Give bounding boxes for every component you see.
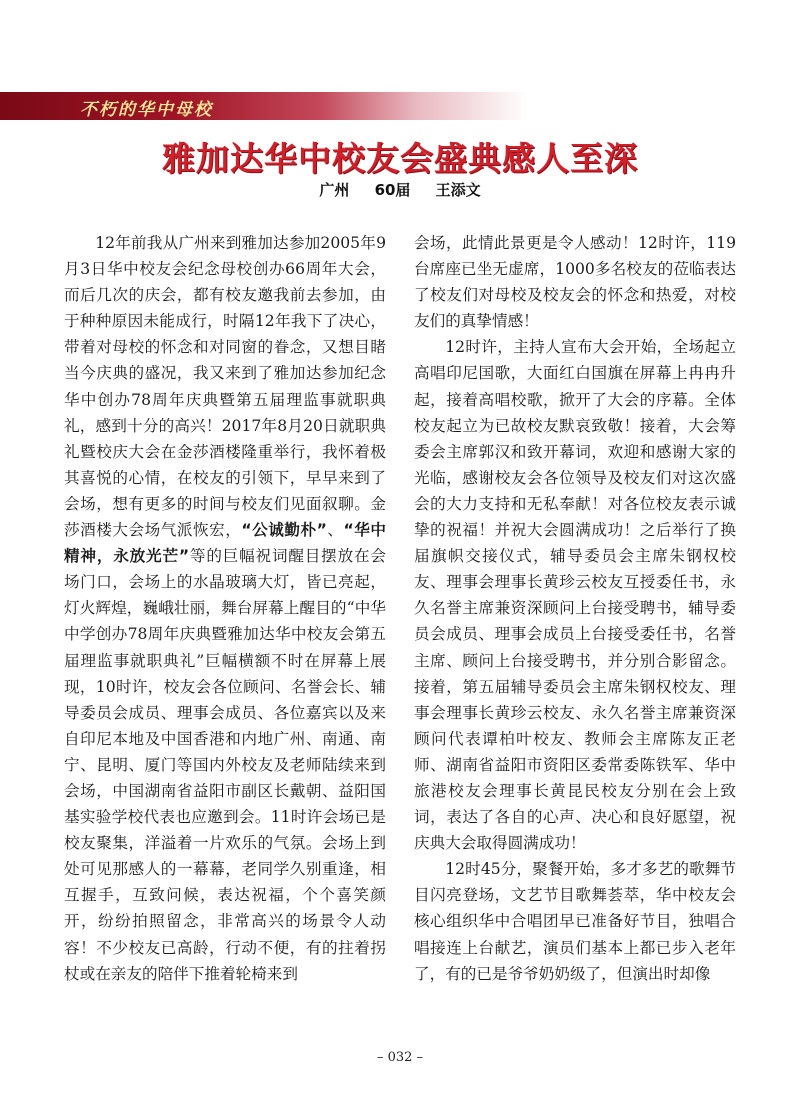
body-column-right [414,230,736,1020]
paragraph: 12时许，主持人宣布大会开始，全场起立高唱印尼国歌，大面红白国旗在屏幕上冉冉升起，接着高唱校歌，掀开了大会的序幕。全体校友起立为已故校友默哀致敬！接着，大会筹委会主席郭汉和致开幕词，欢迎和感谢大家的光临，感谢校友会各位领导及校友们对这次盛会的大力支持和无私奉献！对各位校友表示诚挚的祝福！并祝大会圆满成功！之后举行了换届旗帜交接仪式，辅导委员会主席朱钢权校友、理事会理事长黄珍云校友互授委任书，永久名誉主席兼资深顾问上台接受聘书，辅导委员会成员、理事会成员上台接受委任书，名誉主席、顾问上台接受聘书，并分别合影留念。接着，第五届辅导委员会主席朱钢权校友、理事会理事长黄珍云校友、永久名誉主席兼资深顾问代表谭柏叶校友、教师会主席陈友正老师、湖南省益阳市资阳区委常委陈铁军、华中旅港校友会理事长黄昆民校友分别在会上致词，表达了各自的心声、决心和良好愿望，祝庆典大会取得圆满成功！ [414,338,736,853]
paragraph-text: 12年前我从广州来到雅加达参加2005年9月3日华中校友会纪念母校创办66周年大会，而后几次的庆会，都有校友邀我前去参加，由于种种原因未能成行，时隔12年我下了决心，带着对母校的怀念和对同窗的眷念，又想目睹当今庆典的盛况，我又来到了雅加达参加纪念华中创办78周年庆典暨第五届理监事就职典礼，感到十分的高兴！2017年8月20日就职典礼暨校庆大会在金莎酒楼隆重举行，我怀着极其喜悦的心情，在校友的引领下，早早来到了会场，想有更多的时间与校友们见面叙聊。金莎酒楼大会场气派恢宏， [64,234,386,540]
author-name: 王添文 [435,181,481,199]
quote-separator: 、 [326,521,344,540]
paragraph: 12时45分，聚餐开始，多才多艺的歌舞节目闪亮登场，文艺节目歌舞荟萃，华中校友会核心组织华中合唱团早已准备好节目，独唱合唱接连上台献艺，演员们基本上都已步入老年了，有的已是爷爷奶奶级了，但演出时却像 [414,860,736,983]
quote-motto: “公诚勤朴” [241,521,327,540]
author-line [0,179,800,200]
paragraph: 会场，此情此景更是令人感动！12时许，119台席座已坐无虚席，1000多名校友的莅临表达了校友们对母校及校友会的怀念和热爱，对校友们的真挚情感！ [414,234,736,331]
article-title: 雅加达华中校友会盛典感人至深 [162,139,638,178]
author-class: 60届 [374,181,411,199]
paragraph-text: 等的巨幅祝词醒目摆放在会场门口，会场上的水晶玻璃大灯，皆已亮起，灯火辉煌，巍峨壮丽，舞台屏幕上醒目的“中华中学创办78周年庆典暨雅加达华中校友会第五届理监事就职典礼”巨幅横额不时在屏幕上展现，10时许，校友会各位顾问、名誉会长、辅导委员会成员、理事会成员、各位嘉宾以及来自印尼本地及中国香港和内地广州、南通、南宁、昆明、厦门等国内外校友及老师陆续来到会场，中国湖南省益阳市副区长戴朝、益阳国基实验学校代表也应邀到会。11时许会场已是校友聚集，洋溢着一片欢乐的气氛。会场上到处可见那感人的一幕幕，老同学久别重逢，相互握手，互致问候，表达祝福，个个喜笑颜开，纷纷拍照留念，非常高兴的场景令人动容！不少校友已高龄，行动不便，有的拄着拐杖或在亲友的陪伴下推着轮椅来到 [64,547,386,983]
author-city: 广州 [319,181,350,199]
paragraph [64,230,386,987]
page-number: – 032 – [376,1050,424,1065]
section-title: 不朽的华中母校 [80,100,213,120]
body-column-left [64,230,386,1020]
quote-spirit: “华中精神，永放光芒” [64,521,386,566]
section-banner [0,92,800,120]
